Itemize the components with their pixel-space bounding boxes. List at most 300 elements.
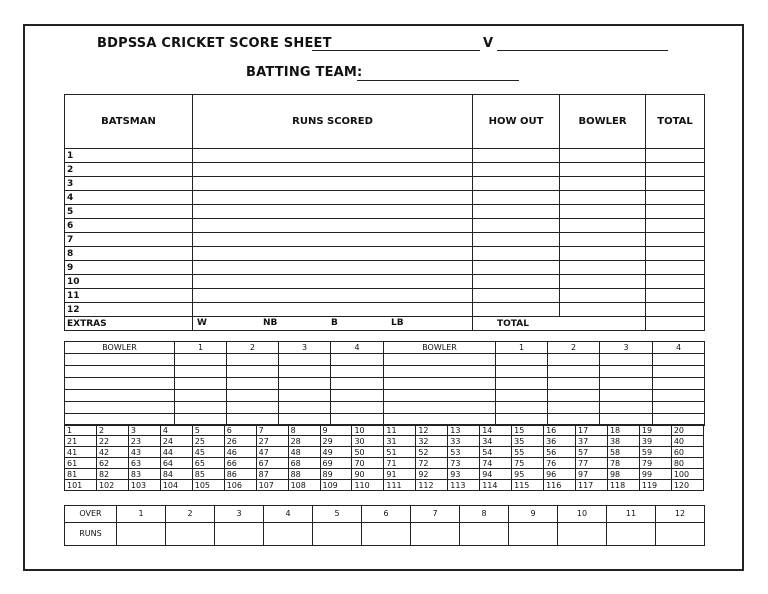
run-number-cell[interactable]: 98 [607, 469, 639, 480]
run-number-cell[interactable]: 58 [607, 447, 639, 458]
run-number-cell[interactable]: 116 [544, 480, 576, 491]
home-team-field[interactable] [312, 50, 480, 51]
bowling-over-cell[interactable] [653, 366, 705, 378]
run-number-cell[interactable]: 39 [639, 436, 671, 447]
bowling-over-cell[interactable] [331, 378, 384, 390]
over-runs-cell[interactable] [215, 523, 264, 546]
over-label: OVER [65, 506, 117, 523]
how-out-cell[interactable] [473, 191, 560, 205]
run-number-cell[interactable]: 99 [639, 469, 671, 480]
run-number-cell[interactable]: 14 [480, 425, 512, 436]
run-number-cell[interactable]: 34 [480, 436, 512, 447]
run-number-cell[interactable]: 65 [192, 458, 224, 469]
how-out-cell[interactable] [473, 149, 560, 163]
total-cell[interactable] [646, 261, 705, 275]
bowling-over-cell[interactable] [279, 402, 331, 414]
over-number: 7 [411, 506, 460, 523]
bowling-over-cell[interactable] [279, 366, 331, 378]
run-number-cell[interactable]: 100 [671, 469, 703, 480]
bowling-over-cell[interactable] [279, 378, 331, 390]
batting-team-label: BATTING TEAM: [246, 65, 363, 80]
run-number-cell[interactable]: 21 [65, 436, 97, 447]
run-number-cell[interactable]: 32 [416, 436, 448, 447]
grand-total-cell[interactable] [645, 316, 705, 331]
bowling-over-cell[interactable] [653, 402, 705, 414]
how-out-cell[interactable] [473, 289, 560, 303]
run-number-cell[interactable]: 82 [96, 469, 128, 480]
bowling-over-cell[interactable] [600, 354, 653, 366]
run-number-cell[interactable]: 85 [192, 469, 224, 480]
batsman-row [65, 247, 705, 261]
bowling-over-cell[interactable] [227, 366, 279, 378]
bowler-cell[interactable] [560, 303, 646, 317]
bowling-over-cell[interactable] [279, 354, 331, 366]
run-number-cell[interactable]: 94 [480, 469, 512, 480]
run-number-cell[interactable]: 89 [320, 469, 352, 480]
run-number-cell[interactable]: 60 [671, 447, 703, 458]
batsman-row [65, 261, 705, 275]
run-number-cell[interactable]: 4 [160, 425, 192, 436]
total-cell[interactable] [646, 247, 705, 261]
batsman-number-cell[interactable]: 5 [65, 205, 193, 219]
run-number-cell[interactable]: 22 [96, 436, 128, 447]
run-number-cell[interactable]: 69 [320, 458, 352, 469]
run-number-cell[interactable]: 114 [480, 480, 512, 491]
run-number-cell[interactable]: 118 [607, 480, 639, 491]
run-number-cell[interactable]: 36 [544, 436, 576, 447]
bowler-cell[interactable] [560, 219, 646, 233]
over-runs-cell[interactable] [411, 523, 460, 546]
batsman-row [65, 205, 705, 219]
runs-scored-cell[interactable] [193, 289, 473, 303]
extras-item-lb: LB [391, 318, 404, 328]
run-number-cell[interactable]: 120 [671, 480, 703, 491]
bowling-over-cell[interactable] [331, 366, 384, 378]
header-batsman: BATSMAN [65, 95, 193, 149]
run-tally-grid [64, 424, 704, 491]
run-number-cell[interactable]: 80 [671, 458, 703, 469]
run-number-cell[interactable]: 97 [576, 469, 608, 480]
run-number-cell[interactable]: 104 [160, 480, 192, 491]
overs-header-row [65, 506, 705, 523]
run-number-cell[interactable]: 55 [512, 447, 544, 458]
bowling-over-cell[interactable] [227, 390, 279, 402]
run-number-cell[interactable]: 52 [416, 447, 448, 458]
run-number-cell[interactable]: 79 [639, 458, 671, 469]
extras-label: EXTRAS [65, 317, 193, 331]
run-number-cell[interactable]: 96 [544, 469, 576, 480]
run-number-cell[interactable]: 23 [128, 436, 160, 447]
run-number-cell[interactable]: 46 [224, 447, 256, 458]
batsman-row [65, 163, 705, 177]
how-out-cell[interactable] [473, 275, 560, 289]
bowling-row [65, 402, 705, 414]
run-number-cell[interactable]: 27 [256, 436, 288, 447]
bowling-over-cell[interactable] [175, 390, 227, 402]
run-number-cell[interactable]: 47 [256, 447, 288, 458]
total-cell[interactable] [646, 191, 705, 205]
bowling-over-cell[interactable] [175, 402, 227, 414]
run-number-cell[interactable]: 113 [448, 480, 480, 491]
runs-scored-cell[interactable] [193, 205, 473, 219]
run-number-cell[interactable]: 74 [480, 458, 512, 469]
total-cell[interactable] [646, 275, 705, 289]
run-number-cell[interactable]: 66 [224, 458, 256, 469]
run-number-cell[interactable]: 54 [480, 447, 512, 458]
run-number-cell[interactable]: 3 [128, 425, 160, 436]
how-out-cell[interactable] [473, 219, 560, 233]
run-number-cell[interactable]: 51 [384, 447, 416, 458]
run-number-cell[interactable]: 109 [320, 480, 352, 491]
bowler-name-cell[interactable] [65, 354, 175, 366]
run-number-cell[interactable]: 107 [256, 480, 288, 491]
run-number-cell[interactable]: 76 [544, 458, 576, 469]
run-number-cell[interactable]: 19 [639, 425, 671, 436]
bowler-cell[interactable] [560, 261, 646, 275]
run-number-cell[interactable]: 42 [96, 447, 128, 458]
runs-scored-cell[interactable] [193, 275, 473, 289]
bowling-over-cell[interactable] [496, 402, 548, 414]
batsman-number-cell[interactable]: 11 [65, 289, 193, 303]
bowler-header: BOWLER [384, 342, 496, 354]
run-number-cell[interactable]: 50 [352, 447, 384, 458]
runs-scored-cell[interactable] [193, 233, 473, 247]
run-number-cell[interactable]: 102 [96, 480, 128, 491]
over-runs-cell[interactable] [607, 523, 656, 546]
run-number-cell[interactable]: 103 [128, 480, 160, 491]
extras-row [65, 317, 705, 331]
run-number-cell[interactable]: 105 [192, 480, 224, 491]
run-number-cell[interactable]: 70 [352, 458, 384, 469]
run-number-cell[interactable]: 75 [512, 458, 544, 469]
total-label: TOTAL [473, 317, 646, 331]
run-number-cell[interactable]: 15 [512, 425, 544, 436]
run-number-cell[interactable]: 10 [352, 425, 384, 436]
over-runs-cell[interactable] [117, 523, 166, 546]
total-cell[interactable] [646, 233, 705, 247]
run-number-cell[interactable]: 35 [512, 436, 544, 447]
run-number-cell[interactable]: 68 [288, 458, 320, 469]
bowling-column-header: 2 [548, 342, 600, 354]
bowler-name-cell[interactable] [65, 390, 175, 402]
run-number-cell[interactable]: 5 [192, 425, 224, 436]
run-number-cell[interactable]: 20 [671, 425, 703, 436]
bowling-over-cell[interactable] [175, 354, 227, 366]
bowler-cell[interactable] [560, 177, 646, 191]
run-number-cell[interactable]: 44 [160, 447, 192, 458]
run-number-cell[interactable]: 62 [96, 458, 128, 469]
run-number-cell[interactable]: 95 [512, 469, 544, 480]
runs-scored-cell[interactable] [193, 247, 473, 261]
run-number-cell[interactable]: 110 [352, 480, 384, 491]
run-number-cell[interactable]: 30 [352, 436, 384, 447]
bowling-over-cell[interactable] [653, 390, 705, 402]
extras-item-w: W [197, 318, 207, 328]
run-number-cell[interactable]: 59 [639, 447, 671, 458]
bowler-name-cell[interactable] [384, 354, 496, 366]
bowling-over-cell[interactable] [496, 390, 548, 402]
bowling-column-header: 3 [600, 342, 653, 354]
bowling-over-cell[interactable] [548, 402, 600, 414]
bowling-over-cell[interactable] [279, 390, 331, 402]
runs-scored-cell[interactable] [193, 261, 473, 275]
over-runs-cell[interactable] [558, 523, 607, 546]
run-number-cell[interactable]: 13 [448, 425, 480, 436]
bowling-over-cell[interactable] [227, 378, 279, 390]
run-number-cell[interactable]: 84 [160, 469, 192, 480]
run-number-cell[interactable]: 101 [65, 480, 97, 491]
over-runs-cell[interactable] [362, 523, 411, 546]
bowling-over-cell[interactable] [227, 402, 279, 414]
how-out-cell[interactable] [473, 261, 560, 275]
over-runs-cell[interactable] [313, 523, 362, 546]
bowler-name-cell[interactable] [65, 378, 175, 390]
run-number-cell[interactable]: 57 [576, 447, 608, 458]
run-number-cell[interactable]: 88 [288, 469, 320, 480]
batsman-number-cell[interactable]: 8 [65, 247, 193, 261]
total-cell[interactable] [646, 303, 705, 317]
run-number-cell[interactable]: 61 [65, 458, 97, 469]
bowling-column-header: 1 [496, 342, 548, 354]
batsman-number-cell[interactable]: 1 [65, 149, 193, 163]
bowler-cell[interactable] [560, 247, 646, 261]
run-number-cell[interactable]: 45 [192, 447, 224, 458]
batsman-number-cell[interactable]: 7 [65, 233, 193, 247]
over-number: 6 [362, 506, 411, 523]
bowler-cell[interactable] [560, 289, 646, 303]
overs-table [64, 505, 705, 546]
run-number-cell[interactable]: 8 [288, 425, 320, 436]
bowling-row [65, 366, 705, 378]
over-number: 9 [509, 506, 558, 523]
run-number-cell[interactable]: 56 [544, 447, 576, 458]
runs-scored-cell[interactable] [193, 163, 473, 177]
over-number: 1 [117, 506, 166, 523]
run-number-cell[interactable]: 12 [416, 425, 448, 436]
bowler-name-cell[interactable] [65, 366, 175, 378]
bowling-over-cell[interactable] [175, 378, 227, 390]
extras-breakdown[interactable] [193, 317, 473, 331]
run-number-cell[interactable]: 64 [160, 458, 192, 469]
bowler-name-cell[interactable] [384, 366, 496, 378]
bowler-cell[interactable] [560, 149, 646, 163]
bowling-over-cell[interactable] [496, 354, 548, 366]
run-number-cell[interactable]: 83 [128, 469, 160, 480]
how-out-cell[interactable] [473, 233, 560, 247]
run-number-cell[interactable]: 78 [607, 458, 639, 469]
total-cell[interactable] [646, 205, 705, 219]
over-number: 2 [166, 506, 215, 523]
run-number-cell[interactable]: 18 [607, 425, 639, 436]
run-number-cell[interactable]: 106 [224, 480, 256, 491]
run-number-cell[interactable]: 40 [671, 436, 703, 447]
bowling-column-header: 4 [331, 342, 384, 354]
bowling-over-cell[interactable] [653, 354, 705, 366]
run-number-cell[interactable]: 43 [128, 447, 160, 458]
over-number: 5 [313, 506, 362, 523]
batsman-row [65, 289, 705, 303]
over-runs-cell[interactable] [166, 523, 215, 546]
run-number-cell[interactable]: 25 [192, 436, 224, 447]
over-number: 4 [264, 506, 313, 523]
runs-scored-cell[interactable] [193, 149, 473, 163]
run-number-cell[interactable]: 72 [416, 458, 448, 469]
batting-table [64, 94, 705, 331]
away-team-field[interactable] [497, 50, 668, 51]
batsman-number-cell[interactable]: 9 [65, 261, 193, 275]
batsman-number-cell[interactable]: 3 [65, 177, 193, 191]
run-number-cell[interactable]: 93 [448, 469, 480, 480]
batting-team-field[interactable] [357, 80, 519, 81]
bowling-over-cell[interactable] [227, 354, 279, 366]
extras-item-nb: NB [263, 318, 278, 328]
bowler-cell[interactable] [560, 191, 646, 205]
how-out-cell[interactable] [473, 247, 560, 261]
run-number-cell[interactable]: 77 [576, 458, 608, 469]
over-number: 8 [460, 506, 509, 523]
header-bowler: BOWLER [560, 95, 646, 149]
run-number-cell[interactable]: 37 [576, 436, 608, 447]
over-runs-cell[interactable] [264, 523, 313, 546]
batsman-number-cell[interactable]: 12 [65, 303, 193, 317]
run-number-cell[interactable]: 81 [65, 469, 97, 480]
total-cell[interactable] [646, 149, 705, 163]
run-number-cell[interactable]: 115 [512, 480, 544, 491]
total-cell[interactable] [646, 289, 705, 303]
total-cell[interactable] [646, 163, 705, 177]
run-number-cell[interactable]: 2 [96, 425, 128, 436]
run-tally-row [65, 458, 704, 469]
over-number: 3 [215, 506, 264, 523]
run-number-cell[interactable]: 63 [128, 458, 160, 469]
bowler-cell[interactable] [560, 233, 646, 247]
bowler-cell[interactable] [560, 163, 646, 177]
bowler-name-cell[interactable] [65, 402, 175, 414]
bowling-over-cell[interactable] [600, 390, 653, 402]
bowling-column-header: 2 [227, 342, 279, 354]
header-runs-scored: RUNS SCORED [193, 95, 473, 149]
run-number-cell[interactable]: 24 [160, 436, 192, 447]
run-number-cell[interactable]: 17 [576, 425, 608, 436]
how-out-cell[interactable] [473, 177, 560, 191]
bowling-over-cell[interactable] [653, 378, 705, 390]
run-number-cell[interactable]: 7 [256, 425, 288, 436]
versus-label: V [483, 36, 494, 51]
run-number-cell[interactable]: 26 [224, 436, 256, 447]
bowler-name-cell[interactable] [384, 402, 496, 414]
run-number-cell[interactable]: 49 [320, 447, 352, 458]
run-number-cell[interactable]: 29 [320, 436, 352, 447]
run-tally-row [65, 447, 704, 458]
run-number-cell[interactable]: 119 [639, 480, 671, 491]
bowling-over-cell[interactable] [175, 366, 227, 378]
bowling-over-cell[interactable] [548, 378, 600, 390]
bowling-over-cell[interactable] [496, 366, 548, 378]
run-number-cell[interactable]: 73 [448, 458, 480, 469]
run-number-cell[interactable]: 92 [416, 469, 448, 480]
runs-scored-cell[interactable] [193, 177, 473, 191]
header-total: TOTAL [646, 95, 705, 149]
run-number-cell[interactable]: 6 [224, 425, 256, 436]
batsman-row [65, 303, 705, 317]
over-runs-cell[interactable] [656, 523, 705, 546]
bowling-column-header: 3 [279, 342, 331, 354]
bowling-over-cell[interactable] [331, 390, 384, 402]
run-number-cell[interactable]: 41 [65, 447, 97, 458]
bowling-over-cell[interactable] [331, 402, 384, 414]
batsman-number-cell[interactable]: 4 [65, 191, 193, 205]
overs-runs-row [65, 523, 705, 546]
run-number-cell[interactable]: 86 [224, 469, 256, 480]
total-cell[interactable] [646, 177, 705, 191]
run-number-cell[interactable]: 90 [352, 469, 384, 480]
bowling-over-cell[interactable] [548, 354, 600, 366]
run-number-cell[interactable]: 9 [320, 425, 352, 436]
bowling-over-cell[interactable] [600, 378, 653, 390]
run-number-cell[interactable]: 33 [448, 436, 480, 447]
run-number-cell[interactable]: 1 [65, 425, 97, 436]
run-number-cell[interactable]: 67 [256, 458, 288, 469]
bowler-cell[interactable] [560, 205, 646, 219]
over-runs-cell[interactable] [460, 523, 509, 546]
how-out-cell[interactable] [473, 303, 560, 317]
run-number-cell[interactable]: 71 [384, 458, 416, 469]
bowling-over-cell[interactable] [496, 378, 548, 390]
bowling-over-cell[interactable] [548, 366, 600, 378]
batsman-number-cell[interactable]: 10 [65, 275, 193, 289]
bowler-name-cell[interactable] [384, 378, 496, 390]
bowling-table [64, 341, 705, 426]
bowler-cell[interactable] [560, 275, 646, 289]
run-number-cell[interactable]: 16 [544, 425, 576, 436]
run-number-cell[interactable]: 31 [384, 436, 416, 447]
run-number-cell[interactable]: 108 [288, 480, 320, 491]
run-number-cell[interactable]: 38 [607, 436, 639, 447]
total-cell[interactable] [646, 219, 705, 233]
run-number-cell[interactable]: 111 [384, 480, 416, 491]
bowler-name-cell[interactable] [384, 390, 496, 402]
runs-scored-cell[interactable] [193, 219, 473, 233]
run-number-cell[interactable]: 11 [384, 425, 416, 436]
how-out-cell[interactable] [473, 163, 560, 177]
batsman-row [65, 177, 705, 191]
run-number-cell[interactable]: 28 [288, 436, 320, 447]
over-number: 10 [558, 506, 607, 523]
bowling-over-cell[interactable] [600, 402, 653, 414]
bowling-over-cell[interactable] [331, 354, 384, 366]
run-number-cell[interactable]: 48 [288, 447, 320, 458]
over-runs-cell[interactable] [509, 523, 558, 546]
bowling-row [65, 390, 705, 402]
batsman-row [65, 191, 705, 205]
bowling-over-cell[interactable] [600, 366, 653, 378]
run-number-cell[interactable]: 87 [256, 469, 288, 480]
how-out-cell[interactable] [473, 205, 560, 219]
batsman-number-cell[interactable]: 6 [65, 219, 193, 233]
run-tally-row [65, 480, 704, 491]
run-number-cell[interactable]: 53 [448, 447, 480, 458]
runs-scored-cell[interactable] [193, 303, 473, 317]
batsman-number-cell[interactable]: 2 [65, 163, 193, 177]
run-number-cell[interactable]: 117 [576, 480, 608, 491]
bowler-header: BOWLER [65, 342, 175, 354]
bowling-over-cell[interactable] [548, 390, 600, 402]
extras-item-b: B [331, 318, 338, 328]
run-number-cell[interactable]: 112 [416, 480, 448, 491]
runs-scored-cell[interactable] [193, 191, 473, 205]
run-number-cell[interactable]: 91 [384, 469, 416, 480]
bowling-header-row [65, 342, 705, 354]
